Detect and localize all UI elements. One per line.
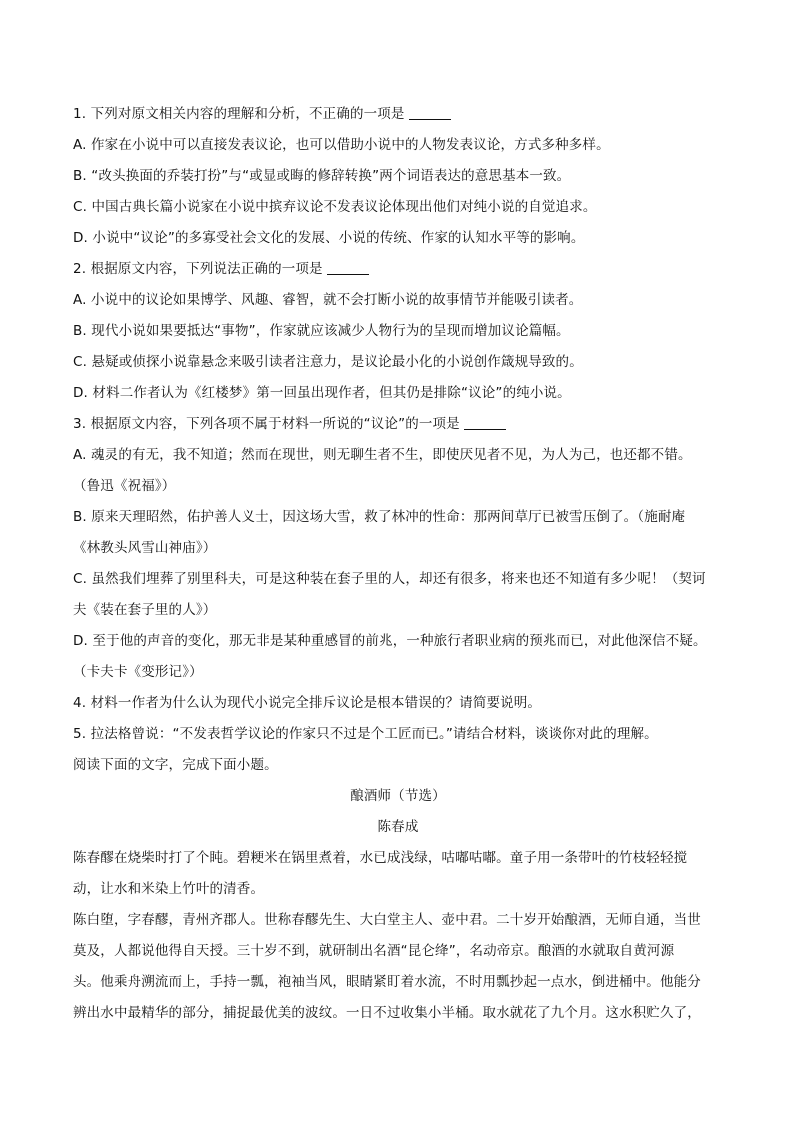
paragraph-2-line-4: 辨出水中最精华的部分，捕捉最优美的波纹。一日不过收集小半桶。取水就花了九个月。这水积贮久了， [73,1005,701,1021]
reading-title: 酿酒师（节选） [350,788,446,804]
question-2-stem: 2. 根据原文内容，下列说法正确的一项是 [73,254,723,285]
paragraph-1-line-2: 动，让水和米染上竹叶的清香。 [73,881,265,897]
paragraph-2-line-1: 陈白堕，字春醪，青州齐郡人。世称春醪先生、大白堂主人、壶中君。二十岁开始酿酒，无师自通，当世 [73,912,701,928]
question-3-option-b: B. 原来天理昭然，佑护善人义士，因这场大雪，救了林冲的性命：那两间草厅已被雪压倒了。（施耐庵 [73,509,686,525]
question-3-option-d-source: （卡夫卡《变形记》） [73,664,203,680]
answer-blank [327,260,369,275]
question-3-option-a-source: （鲁迅《祝福》） [73,478,176,494]
question-3-option-c: C. 虽然我们埋葬了别里科夫，可是这种装在套子里的人，却还有很多，将来也还不知道有多少呢！（契诃 [73,571,706,587]
question-3-stem: 3. 根据原文内容，下列各项不属于材料一所说的“议论”的一项是 [73,409,723,440]
question-2-option-c: C. 悬疑或侦探小说靠悬念来吸引读者注意力，是议论最小化的小说创作箴规导致的。 [73,354,583,370]
question-1-option-a: A. 作家在小说中可以直接发表议论，也可以借助小说中的人物发表议论，方式多种多样。 [73,137,610,153]
answer-blank [464,415,506,430]
reading-instruction: 阅读下面的文字，完成下面小题。 [73,757,278,773]
paragraph-1-line-1: 陈春醪在烧柴时打了个盹。碧粳米在锅里煮着，水已成浅绿，咕嘟咕嘟。童子用一条带叶的竹枝轻轻搅 [73,850,688,866]
question-3-option-a: A. 魂灵的有无，我不知道；然而在现世，则无聊生者不生，即使厌见者不见，为人为己，也还都不错。 [73,447,692,463]
paragraph-2-line-3: 头。他乘舟溯流而上，手持一瓢，袍袖当风，眼睛紧盯着水流，不时用瓢抄起一点水，倒进桶中。他能分 [73,974,701,990]
question-3-option-b-source: 《林教头风雪山神庙》） [73,540,217,556]
question-4: 4. 材料一作者为什么认为现代小说完全排斥议论是根本错误的？请简要说明。 [73,695,542,711]
question-2-option-d: D. 材料二作者认为《红楼梦》第一回虽出现作者，但其仍是排除“议论”的纯小说。 [73,385,571,401]
question-2-option-a: A. 小说中的议论如果博学、风趣、睿智，就不会打断小说的故事情节并能吸引读者。 [73,292,583,308]
question-1-option-d: D. 小说中“议论”的多寡受社会文化的发展、小说的传统、作家的认知水平等的影响。 [73,230,585,246]
question-2-option-b: B. 现代小说如果要抵达“事物”，作家就应该减少人物行为的呈现而增加议论篇幅。 [73,323,570,339]
question-1-option-b: B. “改头换面的乔装打扮”与“或显或晦的修辞转换”两个词语表达的意思基本一致。 [73,168,571,184]
question-3-option-c-source: 夫《装在套子里的人》） [73,602,217,618]
document-page [73,99,723,1029]
answer-blank [409,105,451,120]
question-1-option-c: C. 中国古典长篇小说家在小说中摈弃议论不发表议论体现出他们对纯小说的自觉追求。 [73,199,597,215]
question-3-option-d: D. 至于他的声音的变化，那无非是某种重感冒的前兆，一种旅行者职业病的预兆而已，对此他深信不疑。 [73,633,707,649]
paragraph-2-line-2: 莫及，人都说他得自天授。三十岁不到，就研制出名酒“昆仑绛”，名动帝京。酿酒的水就取自黄河源 [73,943,675,959]
question-5: 5. 拉法格曾说：“不发表哲学议论的作家只不过是个工匠而已。”请结合材料，谈谈你对此的理解。 [73,726,658,742]
question-1-stem: 1. 下列对原文相关内容的理解和分析，不正确的一项是 [73,99,723,130]
reading-author: 陈春成 [377,819,419,835]
